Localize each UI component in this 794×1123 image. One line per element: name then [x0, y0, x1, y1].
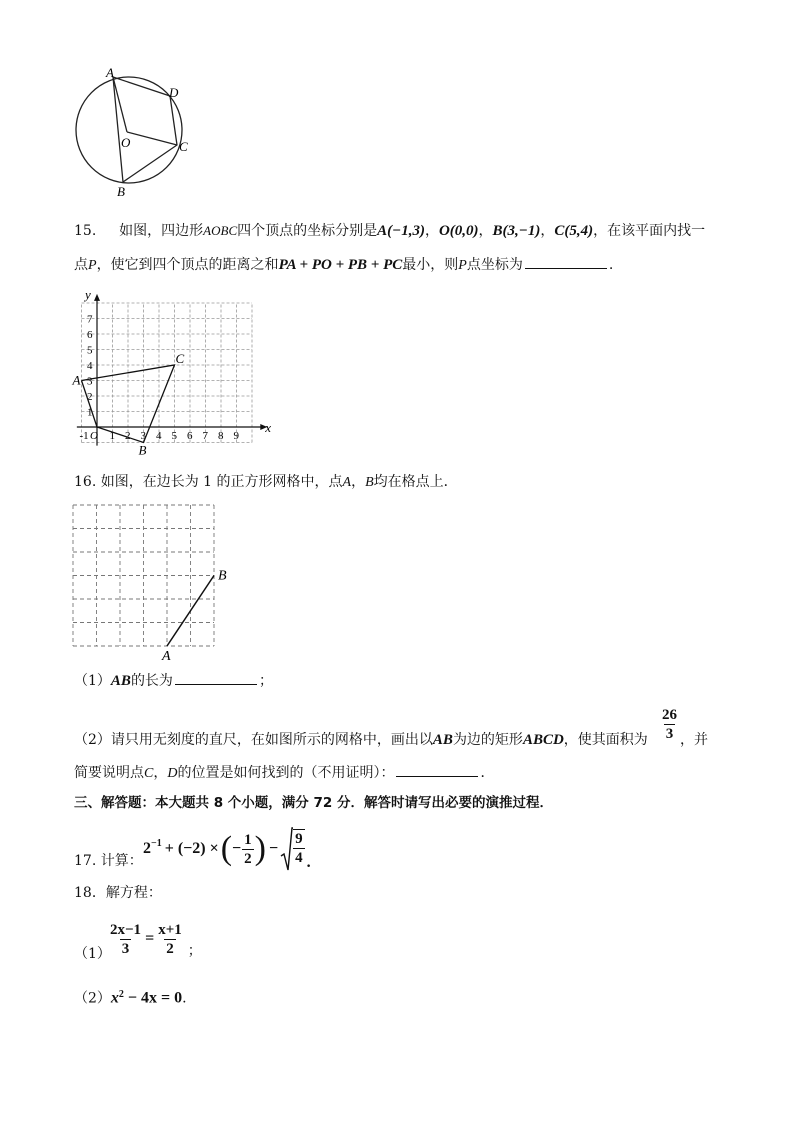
y-tick-label: 6 [87, 329, 93, 341]
x-tick-label: -1 [79, 430, 89, 442]
point-C: C(5,4) [554, 223, 594, 239]
q16-part1: （1）AB的长为 ； [74, 670, 273, 691]
y-tick-label: 3 [87, 375, 93, 388]
x-axis-label: x [265, 420, 272, 435]
circle [76, 77, 182, 183]
segment-OC [127, 132, 177, 145]
rectangle-ABCD: ABCD [522, 732, 564, 748]
y-tick-label: 5 [87, 344, 93, 357]
section-3-title: 三、解答题：本大题共 8 个小题，满分 72 分．解答时请写出必要的演推过程． [74, 795, 553, 811]
q15-text: 如图，四边形 [119, 223, 204, 239]
q16-stem: 16. 如图，在边长为 1 的正方形网格中，点A，B均在格点上． [74, 474, 458, 490]
q17-number: 17. 计算： [74, 853, 143, 869]
segment-AB [167, 576, 214, 647]
circle-figure [60, 60, 200, 205]
q16-part1-answer-blank[interactable] [175, 670, 257, 685]
q15-quad: AOBC [203, 223, 238, 238]
q18-right-fraction: $\frac{x+1}{2}$ [158, 921, 182, 957]
q15-line2: 点P，使它到四个顶点的距离之和PA + PO + PB + PC最小，则P点坐标为 . [74, 254, 613, 276]
y-tick-label: 1 [87, 406, 93, 419]
point-label-B: B [218, 568, 227, 584]
q16-part2-line2: 简要说明点C，D的位置是如何找到的（不用证明）： ． [74, 762, 494, 784]
point-A: A(−1,3) [377, 223, 425, 239]
label-O: O [121, 135, 131, 150]
point-B: B(3,−1) [492, 223, 541, 239]
x-tick-label: O [90, 430, 98, 442]
y-axis-arrow-icon [94, 294, 100, 301]
y-tick-label: 2 [87, 391, 93, 403]
square-grid-figure [68, 500, 248, 664]
q18-part1-equation: $\frac{2x-1}{3}$ = $\frac{x+1}{2}$ ； [110, 921, 202, 959]
q18-number: 18．解方程： [74, 885, 162, 901]
x-tick-label: 7 [202, 430, 208, 442]
y-axis-label: y [85, 286, 91, 302]
sum-expression: PA + PO + PB + PC [278, 257, 403, 273]
x-tick-label: 8 [218, 430, 224, 442]
q17-fraction: $\frac{1}{2}$ [244, 831, 252, 867]
x-tick-label: 9 [233, 430, 239, 442]
segment-AB: AB [110, 673, 131, 689]
label-C: C [179, 139, 188, 154]
label-B: B [117, 184, 125, 199]
q15-line1: 15. 如图，四边形AOBC四个顶点的坐标分别是A(−1,3)，O(0,0)，B(3,−1)，C(5,4)，在该平面内找一 [74, 223, 706, 239]
x-tick-label: 3 [140, 430, 146, 442]
q15-number: 15. [74, 223, 97, 239]
q15-answer-blank[interactable] [525, 254, 607, 269]
area-fraction: $\frac{26}{3}$ [662, 707, 677, 742]
q17-sqrt-fraction: $\frac{9}{4}$ [295, 831, 303, 866]
label-D: D [169, 85, 179, 100]
q16-number: 16. [74, 474, 97, 490]
q16-part2-answer-blank[interactable] [396, 762, 478, 777]
q18-part2: $(2)x^2 - 4x = 0$. [74, 989, 187, 1007]
label-A: A [106, 65, 114, 80]
coordinate-figure [68, 286, 272, 458]
q17-expression: 2 $^{-1}$ + (−2) × ( − $\frac{1}{2}$ ) − $\frac{9}{4}$ . [143, 826, 311, 872]
x-tick-label: 6 [187, 430, 193, 442]
point-label-A: A [72, 372, 81, 388]
sqrt-sign-icon [281, 826, 293, 872]
x-tick-label: 5 [171, 430, 177, 442]
point-label-C: C [175, 351, 185, 366]
x-tick-label: 2 [125, 430, 131, 442]
point-label-B: B [138, 442, 147, 458]
x-tick-label: 4 [156, 430, 162, 442]
q16-part2-line1: （2）请只用无刻度的直尺，在如图所示的网格中，画出以AB为边的矩形ABCD，使其面积为 [74, 732, 648, 748]
y-tick-label: 4 [87, 360, 93, 372]
q18-left-fraction: $\frac{2x-1}{3}$ [110, 921, 142, 957]
x-tick-label: 1 [109, 430, 115, 442]
point-O: O(0,0) [438, 223, 479, 239]
point-label-A: A [162, 649, 171, 664]
y-tick-label: 7 [87, 313, 93, 326]
